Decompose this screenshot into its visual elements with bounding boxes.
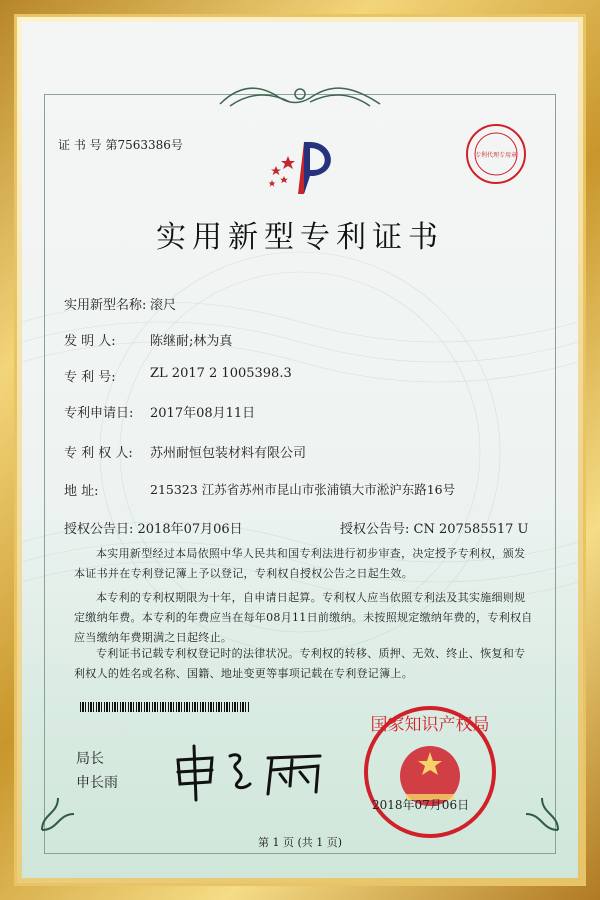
field-holder-label: 专 利 权 人:: [64, 446, 133, 461]
director-name: 申长雨: [76, 775, 118, 791]
certificate-title: 实用新型专利证书: [156, 220, 444, 255]
grant-number: 授权公告号: CN 207585517 U: [340, 522, 529, 537]
paragraph-3: 专利证书记载专利权登记时的法律状况。专利权的转移、质押、无效、终止、恢复和专利权人的姓名或名称、国籍、地址变更等事项记载在专利登记簿上。: [74, 647, 526, 680]
seal-text: 国家知识产权局: [370, 715, 490, 735]
field-address-value: 215323 江苏省苏州市昆山市张浦镇大市淞沪东路16号: [150, 482, 456, 497]
field-name-value: 滚尺: [150, 298, 177, 313]
field-patent-no-label: 专 利 号:: [64, 370, 116, 385]
field-filing-date-value: 2017年08月11日: [150, 406, 256, 421]
director-title: 局长: [76, 751, 104, 767]
corner-ornament-icon: [38, 794, 78, 834]
field-name-label: 实用新型名称:: [64, 298, 147, 313]
certificate-number: 证 书 号 第7563386号: [58, 138, 183, 152]
field-inventor-label: 发 明 人:: [64, 334, 116, 349]
barcode: [80, 702, 250, 712]
field-holder-value: 苏州耐恒包装材料有限公司: [150, 446, 307, 461]
office-seal-icon: [360, 702, 500, 842]
field-inventor-value: 陈继耐;林为真: [150, 334, 233, 349]
page-footer: 第 1 页 (共 1 页): [257, 836, 343, 849]
director-signature-icon: [172, 742, 332, 802]
seal-date: 2018年07月06日: [372, 798, 470, 812]
agency-stamp-icon: [464, 122, 528, 186]
field-address-label: 地 址:: [64, 484, 99, 499]
small-stamp-text: 专利代理专用章: [474, 152, 518, 159]
patent-office-logo-icon: [258, 134, 348, 198]
field-patent-no-value: ZL 2017 2 1005398.3: [150, 366, 292, 381]
top-ornament: [210, 84, 390, 110]
grant-date: 授权公告日: 2018年07月06日: [64, 522, 243, 537]
paragraph-2: 本专利的专利权期限为十年，自申请日起算。专利权人应当依照专利法及其实施细则规定缴纳年费。本专利的年费应当在每年08月11日前缴纳。未按照规定缴纳年费的，专利权自应当缴纳年费期满之日起终止。: [74, 591, 533, 644]
field-filing-date-label: 专利申请日:: [64, 406, 134, 421]
paragraph-1: 本实用新型经过本局依照中华人民共和国专利法进行初步审查，决定授予专利权，颁发本证书并在专利登记簿上予以登记，专利权自授权公告之日起生效。: [74, 547, 526, 580]
certificate-sheet: [22, 22, 578, 878]
corner-ornament-icon: [522, 794, 562, 834]
